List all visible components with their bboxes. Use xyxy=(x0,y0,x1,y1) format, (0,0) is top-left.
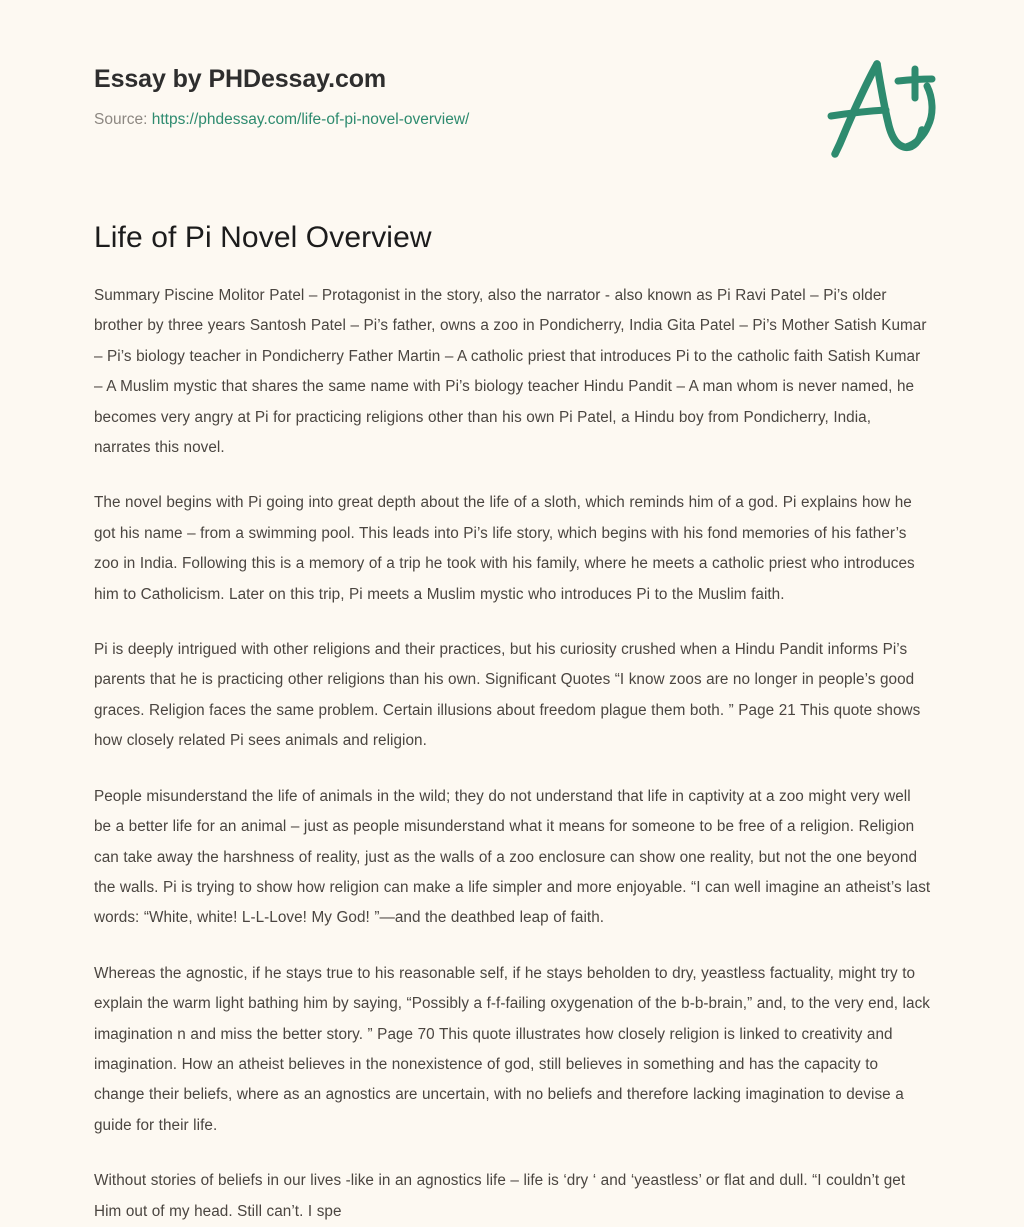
a-plus-logo-icon xyxy=(814,48,946,168)
source-label: Source: xyxy=(94,111,148,128)
paragraph: Whereas the agnostic, if he stays true to his reasonable self, if he stays beholden to dry, yeastless factuality, might try to explain the warm light bathing him by saying, “Possibly a f-f-failing oxygenation of the b-b-brain,” and, to the very end, lack imagination n and miss the better story. ” Page 70 This quote illustrates how closely religion is linked to creativity and imagination. How an atheist believes in the nonexistence of god, still believes in something and has the capacity to change their beliefs, where as an agnostics are uncertain, with no beliefs and therefore lacking imagination to devise a guide for their life. xyxy=(94,964,930,1134)
paragraph: People misunderstand the life of animals in the wild; they do not understand that life in captivity at a zoo might very well be a better life for an animal – just as people misunderstand what it means for someone to be free of a religion. Religion can take away the harshness of reality, just as the walls of a zoo enclosure can show one reality, but not the one beyond the walls. Pi is trying to show how religion can make a life simpler and more enjoyable. “I can well imagine an atheist’s last words: “White, white! L-L-Love! My God! ”—and the deathbed leap of faith. xyxy=(94,787,931,927)
brand-title: Essay by PHDessay.com xyxy=(94,65,387,93)
source-line xyxy=(94,110,930,130)
page-header xyxy=(94,64,930,174)
page-title: Life of Pi Novel Overview xyxy=(94,221,432,254)
paragraph: The novel begins with Pi going into great depth about the life of a sloth, which reminds him of a god. Pi explains how he got his name – from a swimming pool. This leads into Pi’s life story, which begins with his fond memories of his father’s zoo in India. Following this is a memory of a trip he took with his family, where he meets a catholic priest who introduces him to Catholicism. Later on this trip, Pi meets a Muslim mystic who introduces Pi to the Muslim faith. xyxy=(94,494,915,603)
paragraph: Without stories of beliefs in our lives -like in an agnostics life – life is ‘dry ‘ and ‘yeastless’ or flat and dull. “I couldn’t get Him out of my head. Still can’t. I spe xyxy=(94,1172,906,1220)
paragraph: Summary Piscine Molitor Patel – Protagonist in the story, also the narrator - also known as Pi Ravi Patel – Pi’s older brother by three years Santosh Patel – Pi’s father, owns a zoo in Pondicherry, India Gita Patel – Pi’s Mother Satish Kumar – Pi’s biology teacher in Pondicherry Father Martin – A catholic priest that introduces Pi to the catholic faith Satish Kumar – A Muslim mystic that shares the same name with Pi’s biology teacher Hindu Pandit – A man whom is never named, he becomes very angry at Pi for practicing religions other than his own Pi Patel, a Hindu boy from Pondicherry, India, narrates this novel. xyxy=(94,287,927,457)
essay-body xyxy=(94,281,932,1227)
a-plus-logo-svg xyxy=(814,48,946,168)
source-url-link[interactable]: https://phdessay.com/life-of-pi-novel-overview/ xyxy=(151,111,470,128)
paragraph: Pi is deeply intrigued with other religions and their practices, but his curiosity crushed when a Hindu Pandit informs Pi’s parents that he is practicing other religions than his own. Significant Quotes “I know zoos are no longer in people’s good graces. Religion faces the same problem. Certain illusions about freedom plague them both. ” Page 21 This quote shows how closely related Pi sees animals and religion. xyxy=(94,641,921,750)
